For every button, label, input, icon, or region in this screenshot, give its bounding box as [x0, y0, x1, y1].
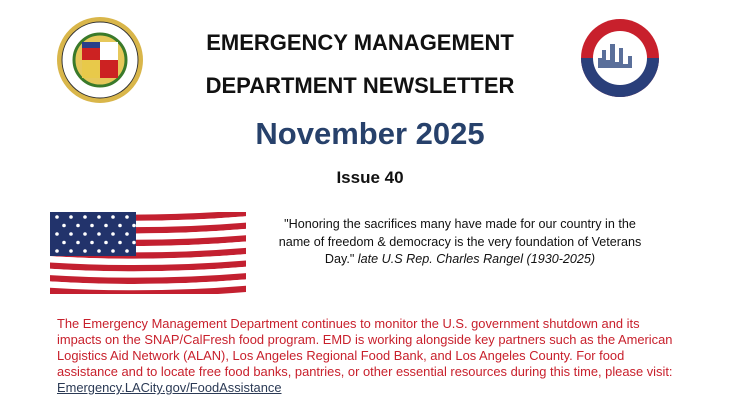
flag-star	[55, 249, 59, 253]
flag-star	[125, 232, 129, 236]
flag-star	[125, 215, 129, 219]
american-flag-image	[50, 212, 246, 294]
title-line-1: EMERGENCY MANAGEMENT	[206, 30, 514, 55]
newsletter-month: November 2025	[255, 116, 485, 151]
flag-star	[83, 249, 87, 253]
flag-star	[83, 215, 87, 219]
flag-star	[111, 215, 115, 219]
flag-star	[90, 224, 94, 228]
issue-number: Issue 40	[336, 168, 404, 187]
flag-star	[111, 249, 115, 253]
flag-star	[69, 232, 73, 236]
flag-star	[69, 249, 73, 253]
flag-star	[76, 224, 80, 228]
notice-text: The Emergency Management Department continues to monitor the U.S. government shutdown and its impacts on the SNAP/CalFresh food program. EMD is working alongside key partners such as the American Logistics Aid Network (ALAN), Los Angeles Regional Food Bank, and Los Angeles County. For food assistance and to locate free food banks, pantries, or other essential resources during this time, please visit:	[57, 316, 673, 379]
food-assistance-link[interactable]: Emergency.LACity.gov/FoodAssistance	[57, 380, 282, 395]
flag-star	[97, 249, 101, 253]
flag-star	[55, 232, 59, 236]
flag-star	[76, 241, 80, 245]
veterans-day-quote	[270, 216, 650, 269]
city-seal-logo	[55, 15, 145, 105]
flag-star	[97, 215, 101, 219]
flag-star	[111, 232, 115, 236]
flag-star	[62, 241, 66, 245]
shutdown-notice	[57, 316, 677, 396]
flag-star	[104, 224, 108, 228]
title-line-2: DEPARTMENT NEWSLETTER	[205, 73, 515, 98]
flag-star	[97, 232, 101, 236]
flag-star	[132, 224, 136, 228]
flag-star	[104, 241, 108, 245]
flag-star	[118, 241, 122, 245]
flag-star	[132, 241, 136, 245]
flag-star	[118, 224, 122, 228]
quote-attribution: late U.S Rep. Charles Rangel (1930-2025)	[357, 252, 596, 266]
flag-star	[69, 215, 73, 219]
flag-star	[125, 249, 129, 253]
flag-star	[55, 215, 59, 219]
quote-text: "Honoring the sacrifices many have made for our country in the name of freedom & democracy is the very foundation of Veterans Day."	[278, 217, 642, 266]
flag-star	[90, 241, 94, 245]
emd-logo	[580, 18, 660, 98]
flag-star	[62, 224, 66, 228]
flag-star	[83, 232, 87, 236]
